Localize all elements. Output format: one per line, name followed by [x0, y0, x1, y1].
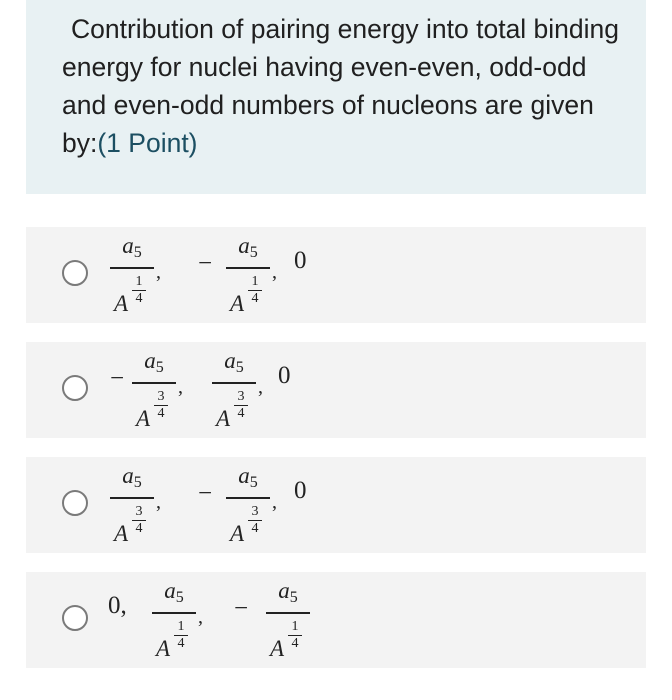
comma: , [178, 376, 183, 398]
option-2-expression: − $a_5$ A 3 4 , $a_5$ A 3 4 , 0 [110, 348, 291, 431]
option-1[interactable] [26, 227, 646, 323]
minus-sign: − [110, 365, 125, 392]
zero: 0 [294, 477, 307, 504]
zero: 0 [278, 362, 291, 389]
option-4-expression: 0, $a_5$ A 1 4 , − $a_5$ A 1 4 [26, 572, 646, 668]
question-card [26, 0, 646, 194]
question-body: Contribution of pairing energy into total binding energy for nuclei having even-even, odd-odd and even-odd numbers of nucleons are given by: [62, 14, 620, 158]
option-2[interactable] [26, 342, 646, 438]
minus-sign: − [234, 595, 249, 622]
option-1-expression: $a_5$ A 1 4 , − $a_5$ A 1 4 , 0 [26, 227, 646, 323]
question-text [62, 10, 622, 162]
option-3-expression: $a_5$ A 3 4 , − $a_5$ A 3 4 , 0 [26, 457, 646, 553]
comma: , [198, 606, 203, 628]
comma: , [258, 376, 263, 398]
comma: , [272, 261, 277, 283]
zero-comma: 0, [108, 592, 127, 619]
option-4[interactable] [26, 572, 646, 668]
comma: , [156, 261, 161, 283]
minus-sign: − [198, 480, 213, 507]
comma: , [156, 491, 161, 513]
question-points: (1 Point) [97, 128, 198, 158]
option-3[interactable] [26, 457, 646, 553]
minus-sign: − [198, 250, 213, 277]
comma: , [272, 491, 277, 513]
zero: 0 [294, 247, 307, 274]
